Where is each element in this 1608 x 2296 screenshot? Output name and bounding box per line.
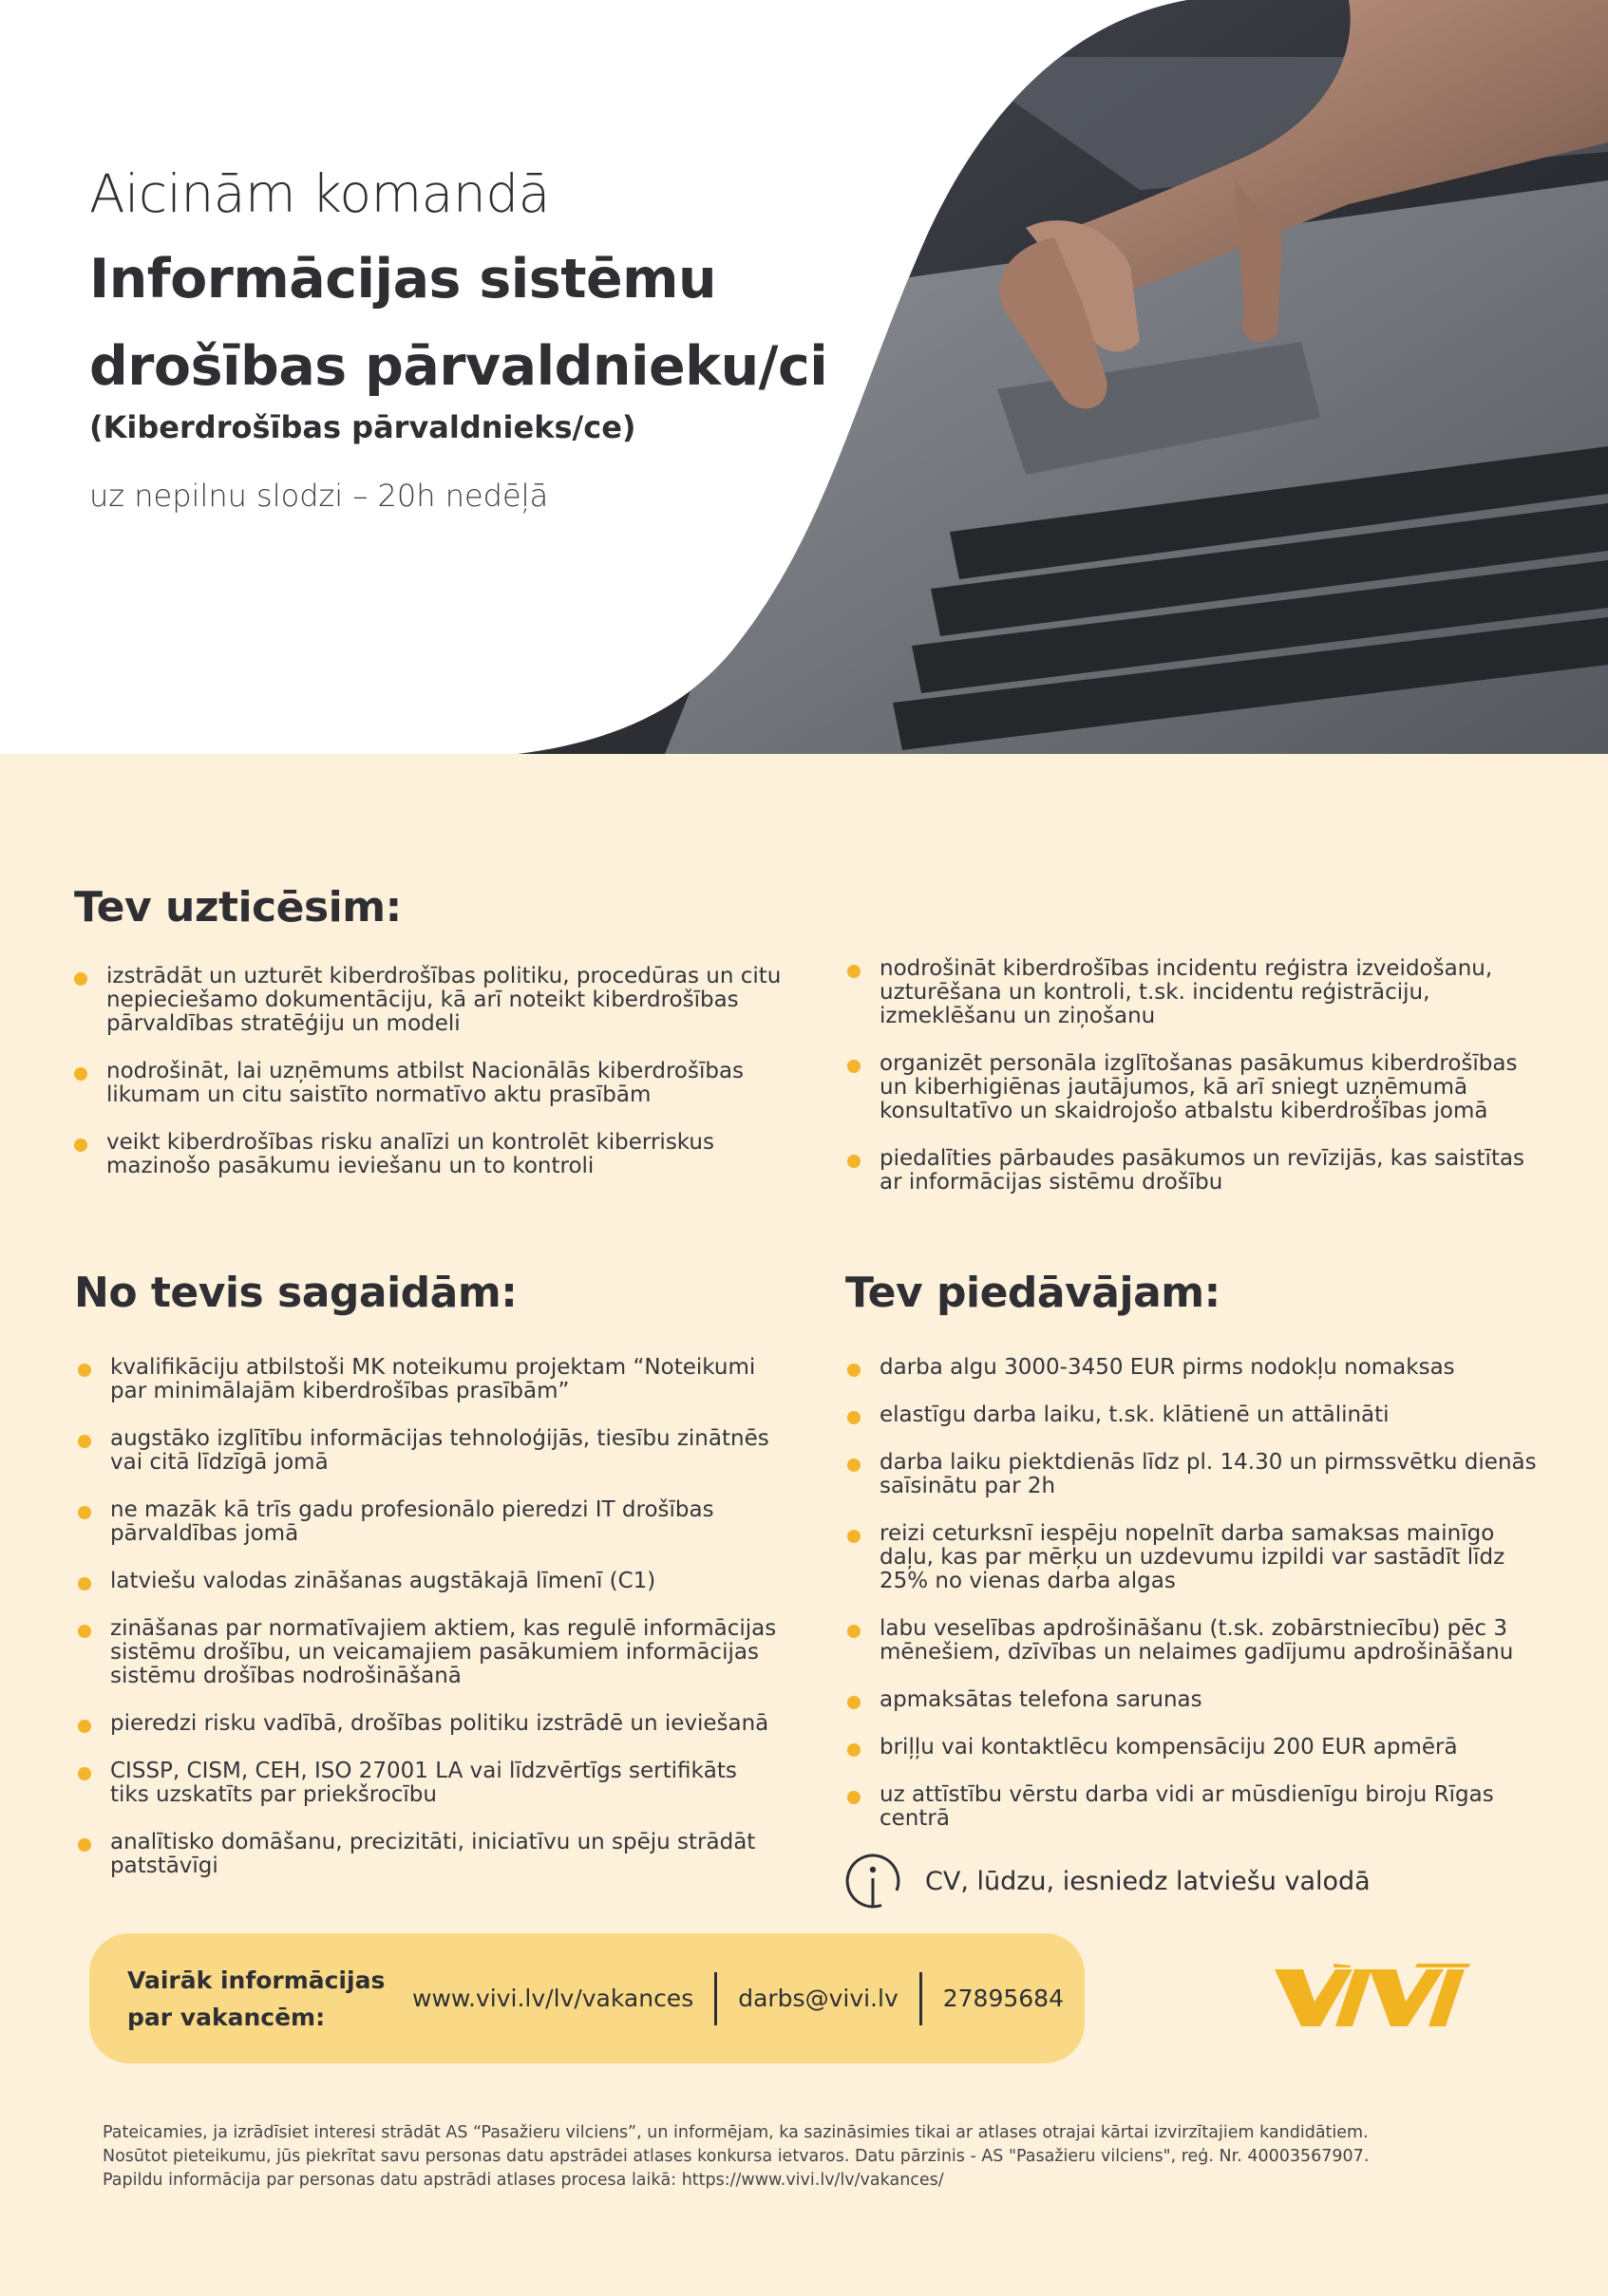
- list-item: ne mazāk kā trīs gadu profesionālo pieredzi IT drošības pārvaldības jomā: [78, 1498, 781, 1546]
- list-item: veikt kiberdrošības risku analīzi un kontrolēt kiberriskus mazinošo pasākumu ieviešanu un to kontroli: [74, 1131, 796, 1178]
- responsibilities-left-list: [74, 965, 796, 1202]
- footer-line: Pateicamies, ja izrādīsiet interesi strādāt AS “Pasažieru vilciens”, un informējam, ka sazināsimies tikai ar atlases otrajai kārtai izvirzītajiem kandidātiem.: [103, 2123, 1369, 2142]
- job-title-line-2: drošības pārvaldnieku/ci: [89, 335, 828, 398]
- footer-disclaimer: [103, 2121, 1527, 2192]
- info-icon: [843, 1852, 902, 1910]
- note-text: CV, lūdzu, iesniedz latviešu valodā: [925, 1866, 1371, 1896]
- responsibilities-heading: Tev uzticēsim:: [74, 883, 402, 932]
- list-item: izstrādāt un uzturēt kiberdrošības politiku, procedūras un citu nepieciešamo dokumentāciju, kā arī noteikt kiberdrošības pārvaldības stratēģiju un modeli: [74, 965, 796, 1036]
- list-item: briļļu vai kontaktlēcu kompensāciju 200 EUR apmērā: [847, 1736, 1541, 1760]
- workload: uz nepilnu slodzi – 20h nedēļā: [89, 478, 549, 514]
- list-item: pieredzi risku vadībā, drošības politiku izstrādē un ieviešanā: [78, 1712, 781, 1736]
- responsibilities-right-list: [847, 957, 1531, 1218]
- email-link[interactable]: darbs@vivi.lv: [738, 1985, 899, 2012]
- list-item: darba algu 3000-3450 EUR pirms nodokļu nomaksas: [847, 1356, 1541, 1380]
- offer-list: [847, 1356, 1541, 1854]
- list-item: reizi ceturksnī iespēju nopelnīt darba samaksas mainīgo daļu, kas par mērķu un uzdevumu izpildi var sastādīt līdz 25% no vienas darba algas: [847, 1522, 1541, 1593]
- page-header: [89, 160, 868, 517]
- vivi-logo: [1275, 1964, 1470, 2034]
- contact-label: Vairāk informācijas par vakancēm:: [127, 1966, 386, 2031]
- list-item: apmaksātas telefona sarunas: [847, 1688, 1541, 1712]
- list-item: CISSP, CISM, CEH, ISO 27001 LA vai līdzvērtīgs sertifikāts tiks uzskatīts par priekšrocību: [78, 1760, 781, 1807]
- requirements-list: [78, 1356, 781, 1902]
- list-item: nodrošināt, lai uzņēmums atbilst Nacionālās kiberdrošības likumam un citu saistīto normatīvo aktu prasībām: [74, 1060, 796, 1107]
- list-item: elastīgu darba laiku, t.sk. klātienē un attālināti: [847, 1403, 1541, 1427]
- offer-heading: Tev piedāvājam:: [845, 1269, 1220, 1317]
- list-item: organizēt personāla izglītošanas pasākumus kiberdrošības un kiberhigiēnas jautājumos, kā arī sniegt uzņēmumā konsultatīvo un skaidrojošo atbalstu kiberdrošības jomā: [847, 1052, 1531, 1123]
- list-item: kvalifikāciju atbilstoši MK noteikumu projektam “Noteikumi par minimālajām kiberdrošības prasībām”: [78, 1356, 781, 1403]
- job-subtitle: (Kiberdrošības pārvaldnieks/ce): [89, 409, 636, 445]
- list-item: latviešu valodas zināšanas augstākajā līmenī (C1): [78, 1570, 781, 1593]
- footer-line: Nosūtot pieteikumu, jūs piekrītat savu personas datu apstrādei atlases konkursa ietvaros. Datu pārzinis - AS "Pasažieru vilciens", reģ. Nr. 40003567907.: [103, 2147, 1370, 2166]
- list-item: labu veselības apdrošināšanu (t.sk. zobārstniecību) pēc 3 mēnešiem, dzīvības un nelaimes gadījumu apdrošināšanu: [847, 1617, 1541, 1665]
- cv-language-note: [843, 1848, 1371, 1914]
- contact-bar: [89, 1933, 1085, 2063]
- list-item: piedalīties pārbaudes pasākumos un revīzijās, kas saistītas ar informācijas sistēmu drošību: [847, 1147, 1531, 1195]
- list-item: augstāko izglītību informācijas tehnoloģijās, tiesību zinātnēs vai citā līdzīgā jomā: [78, 1427, 781, 1475]
- requirements-heading: No tevis sagaidām:: [74, 1269, 518, 1317]
- divider: [919, 1972, 922, 2025]
- footer-line: Papildu informācija par personas datu apstrādi atlases procesa laikā: https://www.vivi.lv/lv/vakances/: [103, 2171, 944, 2190]
- list-item: analītisko domāšanu, precizitāti, iniciatīvu un spēju strādāt patstāvīgi: [78, 1831, 781, 1878]
- intro-line: Aicinām komandā: [89, 163, 550, 224]
- list-item: nodrošināt kiberdrošības incidentu reģistra izveidošanu, uzturēšana un kontroli, t.sk. incidentu reģistrāciju, izmeklēšanu un ziņošanu: [847, 957, 1531, 1028]
- list-item: zināšanas par normatīvajiem aktiem, kas regulē informācijas sistēmu drošību, un veicamajiem pasākumiem informācijas sistēmu drošības nodrošināšanā: [78, 1617, 781, 1688]
- list-item: darba laiku piektdienās līdz pl. 14.30 un pirmssvētku dienās saīsinātu par 2h: [847, 1451, 1541, 1498]
- divider: [714, 1972, 717, 2025]
- list-item: uz attīstību vērstu darba vidi ar mūsdienīgu biroju Rīgas centrā: [847, 1783, 1541, 1831]
- phone-number[interactable]: 27895684: [942, 1985, 1064, 2012]
- website-link[interactable]: www.vivi.lv/lv/vakances: [412, 1985, 694, 2012]
- job-title-line-1: Informācijas sistēmu: [89, 248, 717, 311]
